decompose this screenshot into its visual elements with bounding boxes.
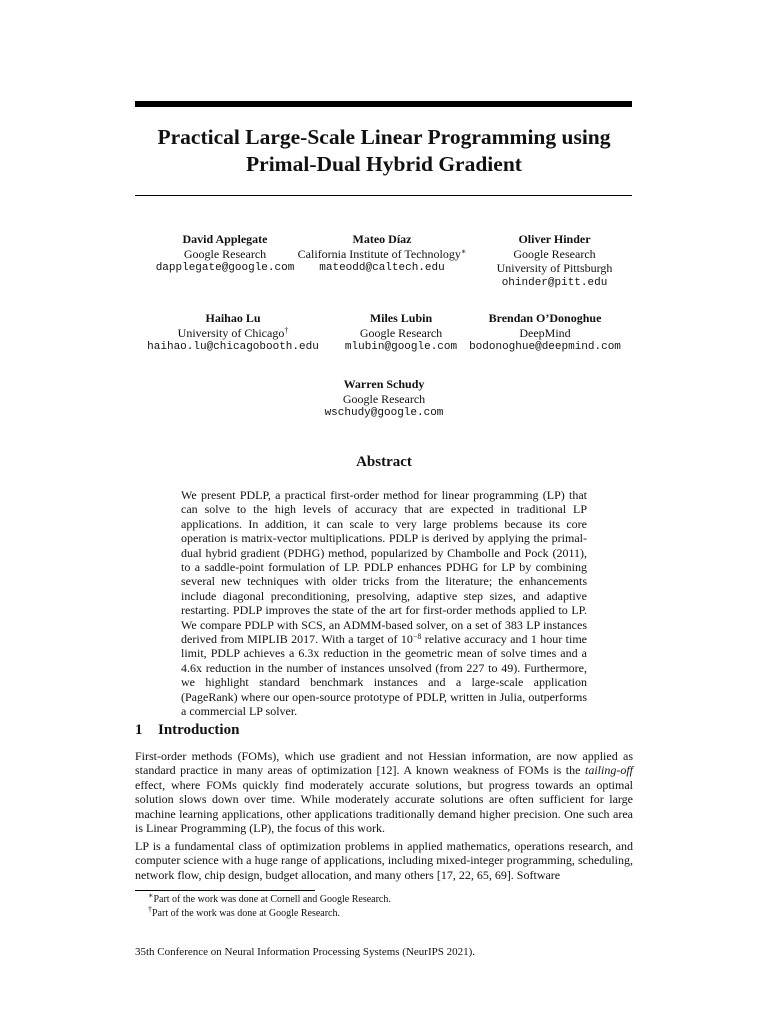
title-line-1: Practical Large-Scale Linear Programming using (157, 125, 611, 149)
author-block-odonoghue (463, 311, 627, 355)
intro-paragraph-2: LP is a fundamental class of optimization problems in applied mathematics, operations research, and computer science with a huge range of applications, including mixed-integer programming, scheduling, network flow, chip design, budget allocation, and many others [17, 22, 65, 69]. Software (135, 839, 633, 882)
author-block-schudy (300, 377, 468, 421)
title-line-2: Primal-Dual Hybrid Gradient (246, 152, 522, 176)
author-email: mlubin@google.com (344, 341, 458, 353)
author-name: David Applegate (182, 232, 268, 246)
author-block-applegate (131, 232, 319, 276)
author-block-lu (135, 311, 331, 355)
author-name: Haihao Lu (205, 311, 261, 325)
title-rule (135, 195, 632, 196)
abstract-body: We present PDLP, a practical first-order method for linear programming (LP) that can solve to the high levels of accuracy that are expected in traditional LP applications. In addition, it can scale to very large problems because its core operation is matrix-vector multiplications. PDLP is derived by applying the primal-dual hybrid gradient (PDHG) method, popularized by Chambolle and Pock (2011), to a saddle-point formulation of LP. PDLP enhances PDHG for LP by combining several new techniques with older tricks from the literature; the enhancements include diagonal preconditioning, presolving, adaptive step sizes, and adaptive restarting. PDLP improves the state of the art for first-order methods applied to LP. We compare PDLP with SCS, an ADMM-based solver, on a set of 383 LP instances derived from MIPLIB 2017. With a target of $10^{-8}$ relative accuracy and 1 hour time limit, PDLP achieves a 6.3x reduction in the geometric mean of solve times and a 4.6x reduction in the number of instances unsolved (from 227 to 49). Furthermore, we highlight standard benchmark instances and a large-scale application (PageRank) where our open-source prototype of PDLP, written in Julia, outperforms a commercial LP solver. (181, 488, 587, 719)
venue-footer: 35th Conference on Neural Information Processing Systems (NeurIPS 2021). (135, 946, 476, 958)
footnote-mark: † (148, 905, 152, 914)
footnote-1: ∗Part of the work was done at Cornell and Google Research. (148, 891, 391, 905)
footnote-rule (135, 890, 315, 891)
intro-paragraph-1: First-order methods (FOMs), which use gradient and not Hessian information, are now applied as standard practice in many areas of optimization [12]. A known weakness of FOMs is the tailing-off effect, where FOMs quickly find moderately accurate solutions, but progress towards an optimal solution slows down over time. While moderately accurate solutions are often sufficient for large machine learning applications, other applications traditionally demand higher precision. One such area is Linear Programming (LP), the focus of this work. (135, 749, 633, 836)
author-name: Warren Schudy (343, 377, 425, 391)
paper-title (100, 124, 668, 178)
author-affiliation: Google Research (183, 246, 267, 261)
footnote-mark: ∗ (148, 891, 154, 900)
author-affiliation: Google Research (342, 391, 426, 406)
author-email: bodonoghue@deepmind.com (469, 341, 621, 353)
author-block-diaz (294, 232, 470, 276)
author-email: mateodd@caltech.edu (319, 262, 445, 274)
footnote-mark: † (284, 325, 289, 335)
author-name: Mateo Díaz (352, 232, 412, 246)
author-affiliation: Google Research (359, 325, 443, 340)
author-affiliation: University of Chicago† (177, 325, 289, 340)
author-affiliation: Google Research (513, 246, 596, 261)
author-email: haihao.lu@chicagobooth.edu (147, 341, 319, 353)
footnote-mark: ∗ (460, 246, 467, 256)
abstract-heading: Abstract (356, 454, 412, 470)
author-affiliation: DeepMind (519, 325, 571, 340)
author-name: Brendan O’Donoghue (488, 311, 602, 325)
author-name: Oliver Hinder (518, 232, 591, 246)
author-affiliation: California Institute of Technology∗ (297, 246, 467, 261)
section-number: 1 (135, 722, 143, 738)
author-email: wschudy@google.com (324, 407, 444, 419)
section-title: Introduction (158, 722, 240, 738)
author-block-lubin (333, 311, 469, 355)
author-affiliation-2: University of Pittsburgh (496, 261, 613, 275)
author-email: dapplegate@google.com (155, 262, 295, 274)
section-heading-introduction (135, 722, 239, 739)
author-block-hinder (482, 232, 627, 290)
exponent: −8 (412, 632, 422, 642)
footnote-2: †Part of the work was done at Google Research. (148, 905, 340, 919)
emphasis-tailing-off: tailing-off (585, 763, 633, 778)
author-name: Miles Lubin (369, 311, 433, 325)
author-email: ohinder@pitt.edu (501, 276, 608, 289)
top-rule (135, 101, 632, 107)
